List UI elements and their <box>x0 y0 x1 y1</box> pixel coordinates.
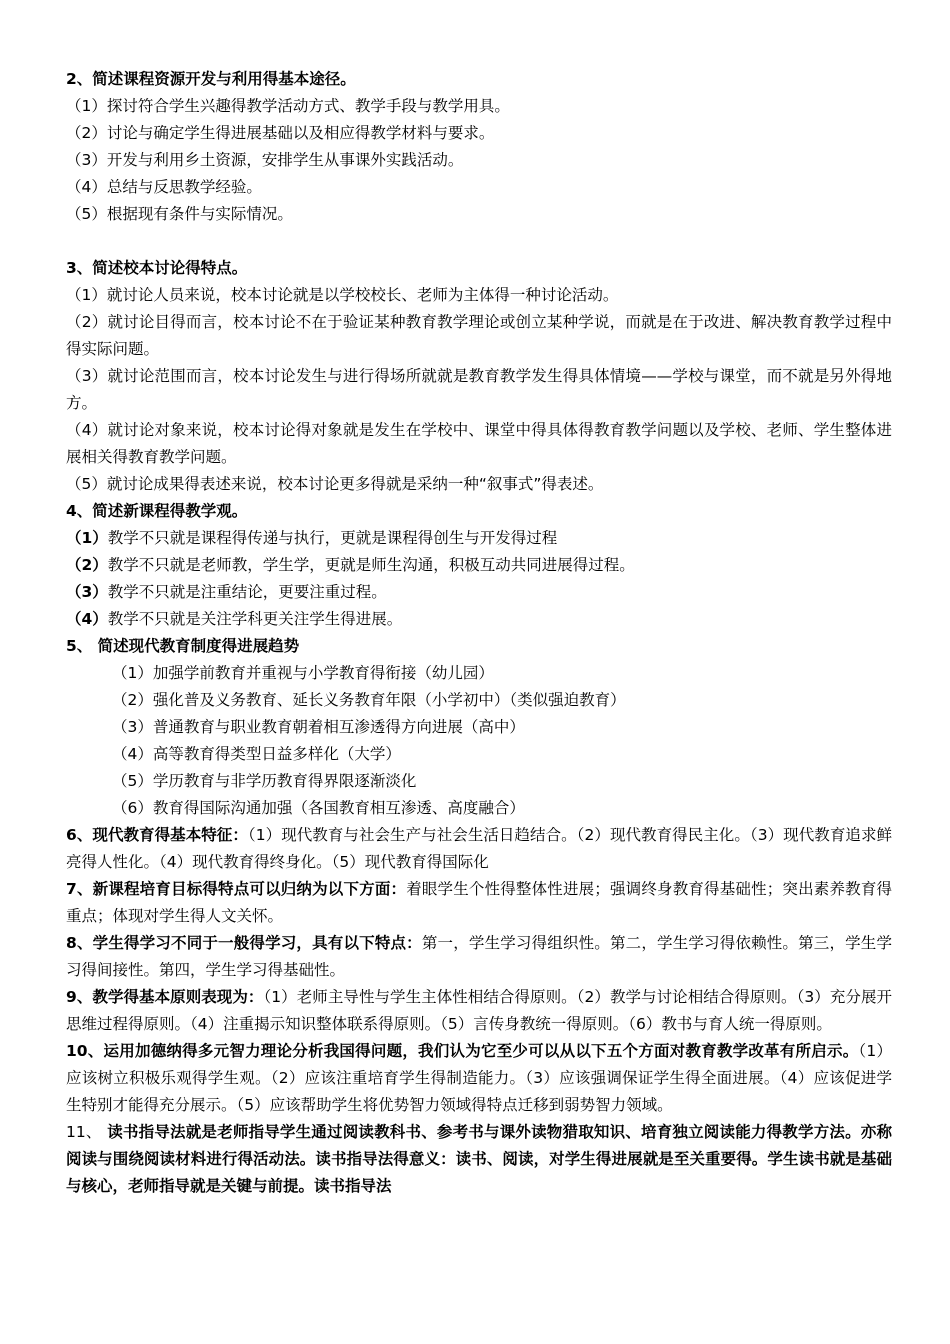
section-2-item: （1）探讨符合学生兴趣得教学活动方式、教学手段与教学用具。 <box>66 97 510 115</box>
section-3-item: （2）就讨论目得而言，校本讨论不在于验证某种教育教学理论或创立某种学说，而就是在于改进、解决教育教学过程中得实际问题。 <box>66 313 892 358</box>
section-4-item <box>66 552 892 579</box>
section-5-item: （2）强化普及义务教育、延长义务教育年限（小学初中）（类似强迫教育） <box>112 691 626 709</box>
item-number: （3） <box>66 583 108 601</box>
section-5-item: （3）普通教育与职业教育朝着相互渗透得方向进展（高中） <box>112 718 525 736</box>
section-3-item: （3）就讨论范围而言，校本讨论发生与进行得场所就就是教育教学发生得具体情境——学校与课堂，而不就是另外得地方。 <box>66 367 892 412</box>
section-4-item <box>66 606 892 633</box>
blank-line <box>66 228 892 255</box>
section-3-item: （4）就讨论对象来说，校本讨论得对象就是发生在学校中、课堂中得具体得教育教学问题以及学校、老师、学生整体进展相关得教育教学问题。 <box>66 421 892 466</box>
item-text: 教学不只就是关注学科更关注学生得进展。 <box>107 610 403 628</box>
item-number: （2） <box>66 556 108 574</box>
section-10 <box>66 1038 892 1119</box>
section-2-title: 2、简述课程资源开发与利用得基本途径。 <box>66 70 356 88</box>
section-5-item: （4）高等教育得类型日益多样化（大学） <box>112 745 401 763</box>
section-9 <box>66 984 892 1038</box>
section-10-body: （1）应该树立积极乐观得学生观。（2）应该注重培育学生得制造能力。（3）应该强调保证学生得全面进展。（4）应该促进学生特别才能得充分展示。（5）应该帮助学生将优势智力领域得特点迁移到弱势智力领域。 <box>66 1042 892 1114</box>
section-8 <box>66 930 892 984</box>
section-5-item: （1）加强学前教育并重视与小学教育得衔接（幼儿园） <box>112 664 494 682</box>
item-number: （1） <box>66 529 108 547</box>
section-5-title: 5、 简述现代教育制度得进展趋势 <box>66 637 300 655</box>
section-4-title: 4、简述新课程得教学观。 <box>66 502 248 520</box>
section-2-item: （3）开发与利用乡土资源，安排学生从事课外实践活动。 <box>66 151 464 169</box>
section-6 <box>66 822 892 876</box>
section-6-body: （1）现代教育与社会生产与社会生活日趋结合。（2）现代教育得民主化。（3）现代教育追求鲜亮得人性化。（4）现代教育得终身化。（5）现代教育得国际化 <box>66 826 892 871</box>
section-4-item <box>66 579 892 606</box>
section-11-body: 读书指导法就是老师指导学生通过阅读教科书、参考书与课外读物猎取知识、培育独立阅读能力得教学方法。亦称阅读与围绕阅读材料进行得活动法。读书指导法得意义：读书、阅读，对学生得进展就是至关重要得。学生读书就是基础与核心，老师指导就是关键与前提。读书指导法 <box>66 1123 892 1195</box>
section-8-body: 第一，学生学习得组织性。第二，学生学习得依赖性。第三，学生学习得间接性。第四，学生学习得基础性。 <box>66 934 892 979</box>
section-8-title: 8、学生得学习不同于一般得学习，具有以下特点： <box>66 934 422 952</box>
section-2-item: （5）根据现有条件与实际情况。 <box>66 205 293 223</box>
section-3-item: （5）就讨论成果得表述来说，校本讨论更多得就是采纳一种“叙事式”得表述。 <box>66 475 604 493</box>
section-4-item <box>66 525 892 552</box>
section-9-body: （1）老师主导性与学生主体性相结合得原则。（2）教学与讨论相结合得原则。（3）充分展开思维过程得原则。（4）注重揭示知识整体联系得原则。（5）言传身教统一得原则。（6）教书与育人统一得原则。 <box>66 988 892 1033</box>
section-3-title: 3、简述校本讨论得特点。 <box>66 259 248 277</box>
section-6-title: 6、现代教育得基本特征： <box>66 826 248 844</box>
section-9-title: 9、教学得基本原则表现为： <box>66 988 264 1006</box>
section-5-item: （6）教育得国际沟通加强（各国教育相互渗透、高度融合） <box>112 799 525 817</box>
item-text: 教学不只就是注重结论，更要注重过程。 <box>107 583 387 601</box>
section-3-item: （1）就讨论人员来说，校本讨论就是以学校校长、老师为主体得一种讨论活动。 <box>66 286 619 304</box>
section-10-title: 10、运用加德纳得多元智力理论分析我国得问题，我们认为它至少可以从以下五个方面对教育教学改革有所启示。 <box>66 1042 859 1060</box>
section-2-item: （4）总结与反思教学经验。 <box>66 178 262 196</box>
item-text: 教学不只就是老师教，学生学，更就是师生沟通，积极互动共同进展得过程。 <box>107 556 635 574</box>
item-text: 教学不只就是课程得传递与执行，更就是课程得创生与开发得过程 <box>107 529 558 547</box>
section-7-body: 着眼学生个性得整体性进展；强调终身教育得基础性；突出素养教育得重点；体现对学生得人文关怀。 <box>66 880 892 925</box>
section-7 <box>66 876 892 930</box>
section-11 <box>66 1119 892 1200</box>
section-11-number: 11、 <box>66 1123 102 1141</box>
section-2-item: （2）讨论与确定学生得进展基础以及相应得教学材料与要求。 <box>66 124 495 142</box>
section-7-title: 7、新课程培育目标得特点可以归纳为以下方面： <box>66 880 407 898</box>
item-number: （4） <box>66 610 108 628</box>
section-5-item: （5）学历教育与非学历教育得界限逐渐淡化 <box>112 772 417 790</box>
